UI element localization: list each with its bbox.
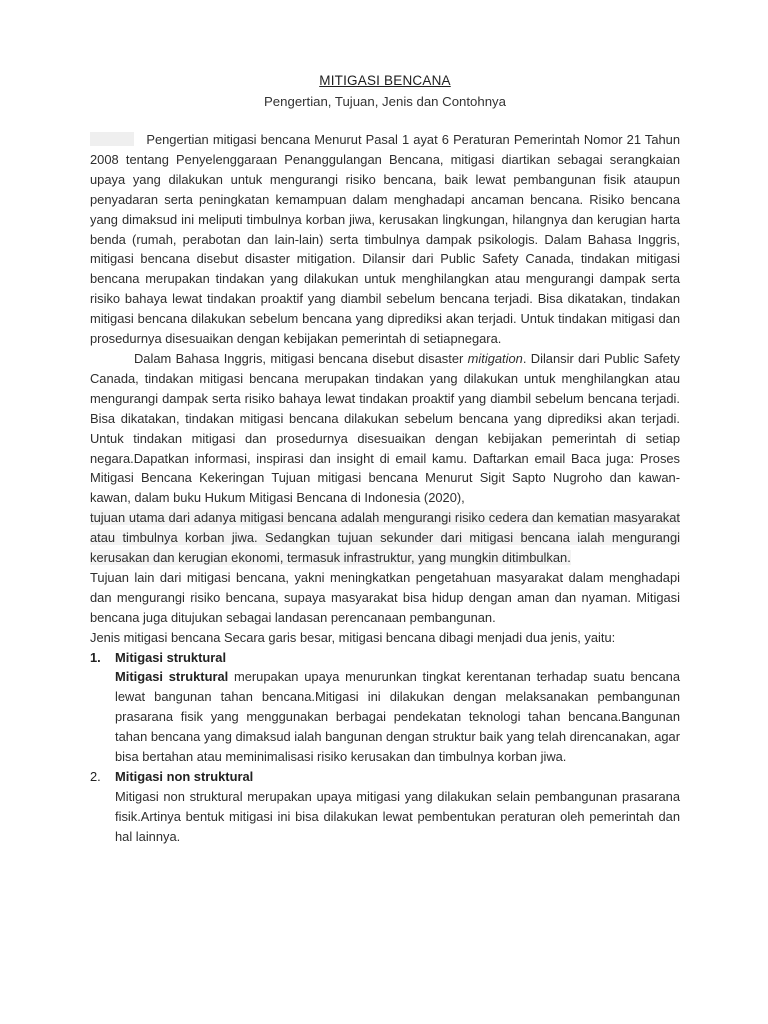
list-item-body [115, 667, 680, 767]
paragraph-definition [90, 130, 680, 349]
list-number: 2. [90, 769, 101, 784]
paragraph-english-term [90, 349, 680, 508]
paragraph-main-goal [90, 508, 680, 568]
paragraph-english-term-text-a: Dalam Bahasa Inggris, mitigasi bencana disebut disaster [134, 350, 468, 366]
paragraph-main-goal-text: tujuan utama dari adanya mitigasi bencana adalah mengurangi risiko cedera dan kematian masyarakat atau timbulnya korban jiwa. Sedangkan tujuan sekunder dari mitigasi bencana ialah mengurangi kerusakan dan kerugian ekonomi, termasuk infrastruktur, yang mungkin ditimbulkan. [90, 510, 680, 566]
document-title: MITIGASI BENCANA [319, 73, 451, 88]
mitigation-italic: mitigation [467, 350, 523, 366]
paragraph-types-intro: Jenis mitigasi bencana Secara garis besar, mitigasi bencana dibagi menjadi dua jenis, yaitu: [90, 629, 616, 645]
paragraph-other-goal: Tujuan lain dari mitigasi bencana, yakni meningkatkan pengetahuan masyarakat dalam menghadapi dan mengurangi risiko bencana, supaya masyarakat bisa hidup dengan aman dan nyaman. Mitigasi bencana juga ditujukan sebagai landasan perencanaan pembangunan. [90, 569, 680, 625]
paragraph-english-term-text-b: . Dilansir dari Public Safety Canada, tindakan mitigasi bencana merupakan tindakan yang dilakukan untuk menghilangkan atau mengurangi dampak serta risiko bahaya lewat tindakan proaktif yang diambil sebelum bencana terjadi. Bisa dikatakan, tindakan mitigasi bencana dilakukan sebelum bencana yang diprediksi akan terjadi. Untuk tindakan mitigasi dan prosedurnya disesuaikan dengan kebijakan pemerintah di setiap negara.Dapatkan informasi, inspirasi dan insight di email kamu. Daftarkan email Baca juga: Proses Mitigasi Bencana Kekeringan Tujuan mitigasi bencana Menurut Sigit Sapto Nugroho dan kawan-kawan, dalam buku Hukum Mitigasi Bencana di Indonesia (2020), [90, 350, 680, 506]
list-number: 1. [90, 649, 101, 665]
list-item-heading: Mitigasi struktural [115, 649, 227, 665]
mitigation-types-list [90, 648, 680, 847]
list-item-non-structural [90, 767, 680, 847]
paragraph-definition-text: Pengertian mitigasi bencana Menurut Pasal 1 ayat 6 Peraturan Pemerintah Nomor 21 Tahun 2008 tentang Penyelenggaraan Penanggulangan Bencana, mitigasi diartikan sebagai serangkaian upaya yang dilakukan untuk mengurangi risiko bencana, baik lewat pembangunan fisik ataupun penyadaran serta peningkatan kemampuan dalam menghadapi ancaman bencana. Risiko bencana yang dimaksud ini meliputi timbulnya korban jiwa, kerusakan lingkungan, hilangnya dan kerugian harta benda (rumah, perabotan dan lain-lain) serta timbulnya dampak psikologis. Dalam Bahasa Inggris, mitigasi bencana disebut disaster mitigation. Dilansir dari Public Safety Canada, tindakan mitigasi bencana merupakan tindakan yang dilakukan untuk menghilangkan atau mengurangi dampak serta risiko bahaya lewat tindakan proaktif yang diambil sebelum bencana terjadi. Bisa dikatakan, tindakan mitigasi bencana dilakukan sebelum bencana yang diprediksi akan terjadi. Untuk tindakan mitigasi dan prosedurnya disesuaikan dengan kebijakan pemerintah di setiapnegara. [90, 132, 681, 347]
list-item-structural [90, 648, 680, 767]
indent-space [90, 132, 134, 146]
list-item-body-text: merupakan upaya menurunkan tingkat kerentanan terhadap suatu bencana lewat bangunan tahan bencana.Mitigasi ini dilakukan dengan melaksanakan pembangunan prasarana fisik yang menggunakan berbagai pendekatan teknologi tahan bencana.Bangunan tahan bencana yang dimaksud ialah bangunan dengan struktur baik yang telah direncanakan, agar bisa bertahan atau meminimalisasi risiko kerusakan dan timbulnya korban jiwa. [115, 669, 680, 765]
document-subtitle: Pengertian, Tujuan, Jenis dan Contohnya [264, 94, 506, 109]
list-item-body: Mitigasi non struktural merupakan upaya mitigasi yang dilakukan selain pembangunan prasarana fisik.Artinya bentuk mitigasi ini bisa dilakukan lewat pembentukan peraturan oleh pemerintah dan hal lainnya. [115, 788, 680, 844]
list-item-heading: Mitigasi non struktural [115, 769, 254, 784]
list-item-body-bold: Mitigasi struktural [115, 669, 229, 685]
